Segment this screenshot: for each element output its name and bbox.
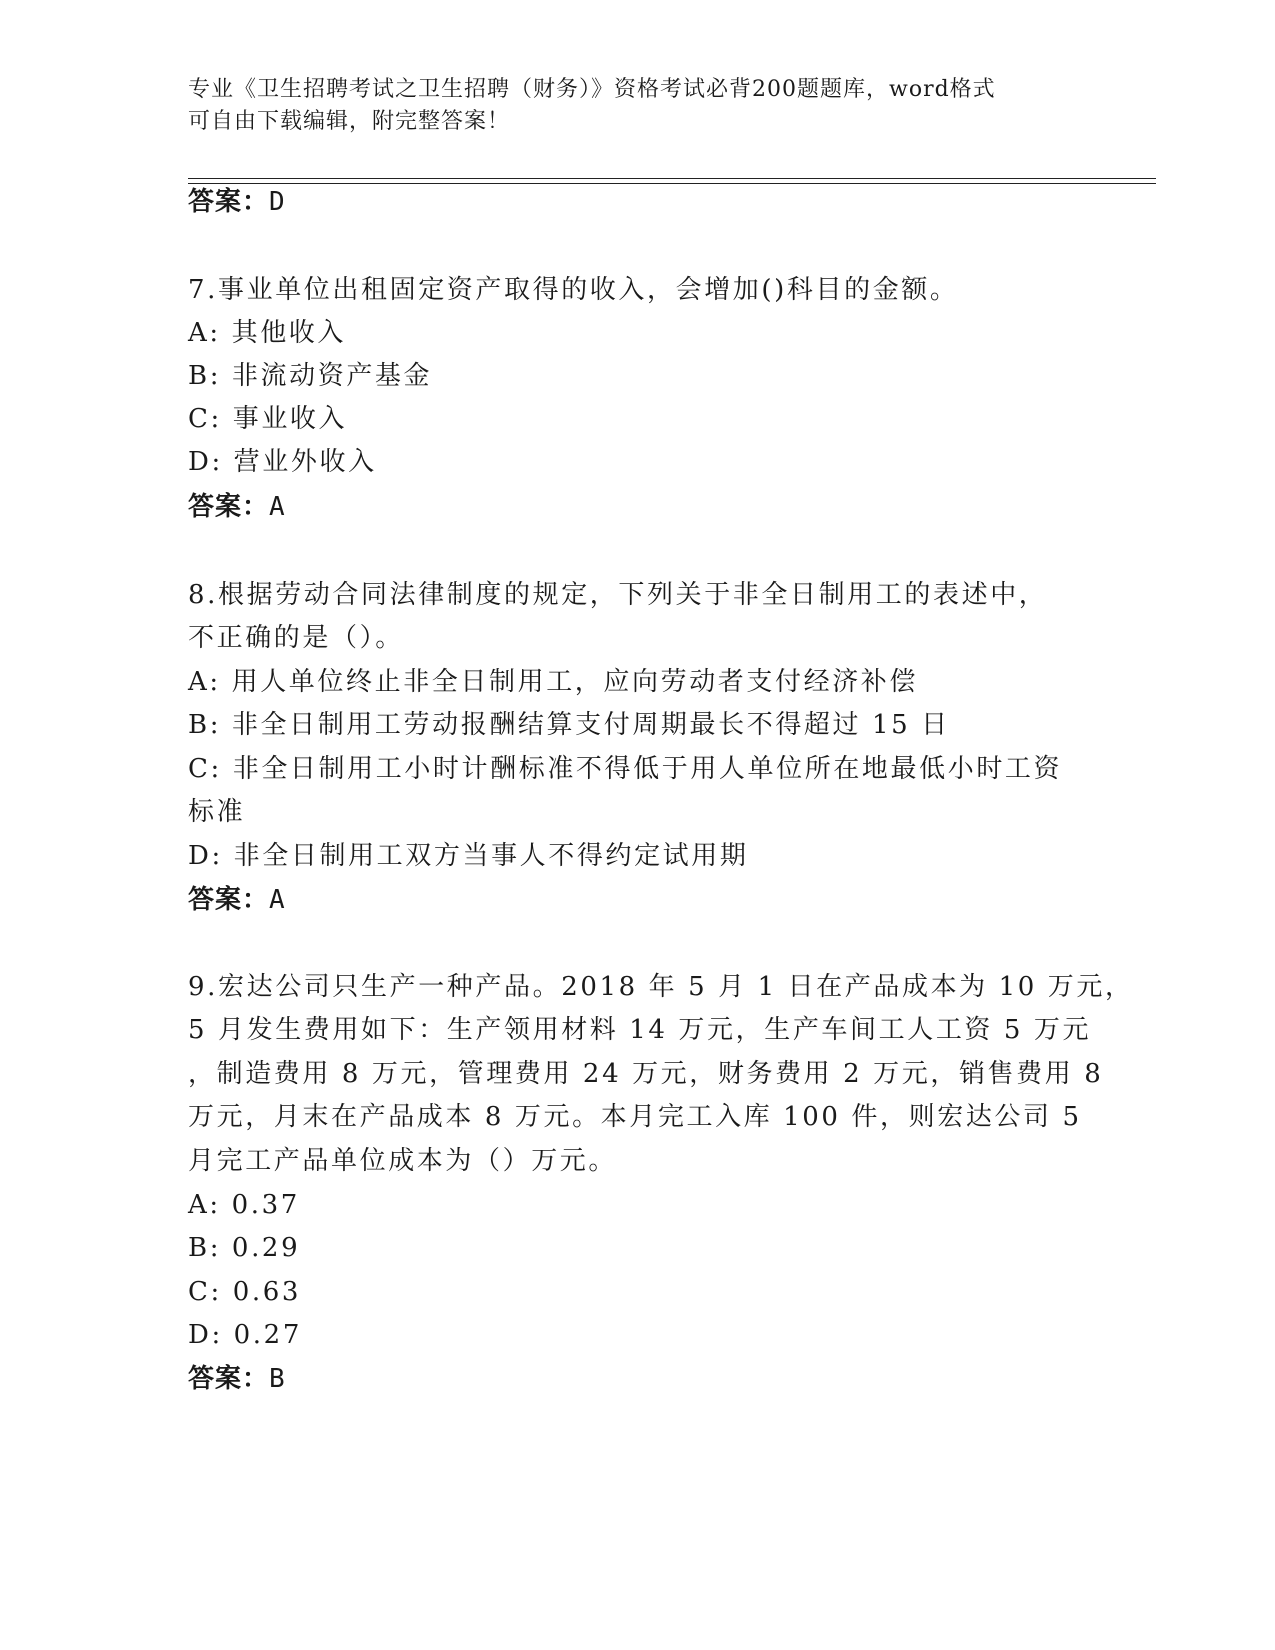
question-8-option-c-continued: 标准: [188, 797, 246, 827]
question-9-stem-line-4: 万元，月末在产品成本 8 万元。本月完工入库 100 件，则宏达公司 5: [188, 1102, 1082, 1132]
question-9-option-a: A: 0.37: [188, 1190, 300, 1220]
question-8-option-d: D: 非全日制用工双方当事人不得约定试用期: [188, 841, 749, 871]
header-divider-bottom: [188, 183, 1156, 184]
answer-line-prev: [188, 184, 286, 220]
question-9-stem-line-3: ，制造费用 8 万元，管理费用 24 万元，财务费用 2 万元，销售费用 8: [188, 1059, 1104, 1089]
answer-label: 答案：: [188, 187, 270, 217]
header-title-line-2: 可自由下载编辑，附完整答案！: [188, 109, 511, 134]
answer-value: A: [269, 492, 286, 522]
question-9-stem-line-2: 5 月发生费用如下：生产领用材料 14 万元，生产车间工人工资 5 万元: [188, 1015, 1092, 1045]
question-9-option-d: D: 0.27: [188, 1320, 302, 1350]
answer-label: 答案：: [188, 492, 270, 522]
question-7-option-c: C: 事业收入: [188, 404, 348, 434]
document-header: [188, 74, 1088, 138]
question-8-stem-line-1: 8.根据劳动合同法律制度的规定，下列关于非全日制用工的表述中，: [188, 580, 1048, 610]
question-7-answer: [188, 489, 286, 525]
answer-label: 答案：: [188, 1364, 270, 1394]
question-9-option-b: B: 0.29: [188, 1233, 301, 1263]
question-9-stem-line-1: 9.宏达公司只生产一种产品。2018 年 5 月 1 日在产品成本为 10 万元，: [188, 972, 1134, 1002]
question-8-stem-line-2: 不正确的是（）。: [188, 623, 404, 653]
question-8-option-a: A: 用人单位终止非全日制用工，应向劳动者支付经济补偿: [188, 667, 919, 697]
header-title-line-1: 专业《卫生招聘考试之卫生招聘（财务）》资格考试必背200题题库，word格式: [188, 77, 996, 102]
question-9-option-c: C: 0.63: [188, 1277, 302, 1307]
answer-value: D: [269, 187, 286, 217]
question-9-stem-line-5: 月完工产品单位成本为（）万元。: [188, 1146, 618, 1176]
question-9-answer: [188, 1361, 286, 1397]
answer-value: A: [269, 885, 286, 915]
question-7-stem: 7.事业单位出租固定资产取得的收入，会增加()科目的金额。: [188, 275, 959, 305]
header-divider-top: [188, 178, 1156, 179]
question-8-answer: [188, 882, 286, 918]
answer-label: 答案：: [188, 885, 270, 915]
question-8-option-b: B: 非全日制用工劳动报酬结算支付周期最长不得超过 15 日: [188, 710, 950, 740]
question-7-option-b: B: 非流动资产基金: [188, 361, 433, 391]
answer-value: B: [269, 1364, 286, 1394]
question-7-option-a: A: 其他收入: [188, 318, 347, 348]
question-8-option-c: C: 非全日制用工小时计酬标准不得低于用人单位所在地最低小时工资: [188, 754, 1063, 784]
question-7-option-d: D: 营业外收入: [188, 447, 377, 477]
